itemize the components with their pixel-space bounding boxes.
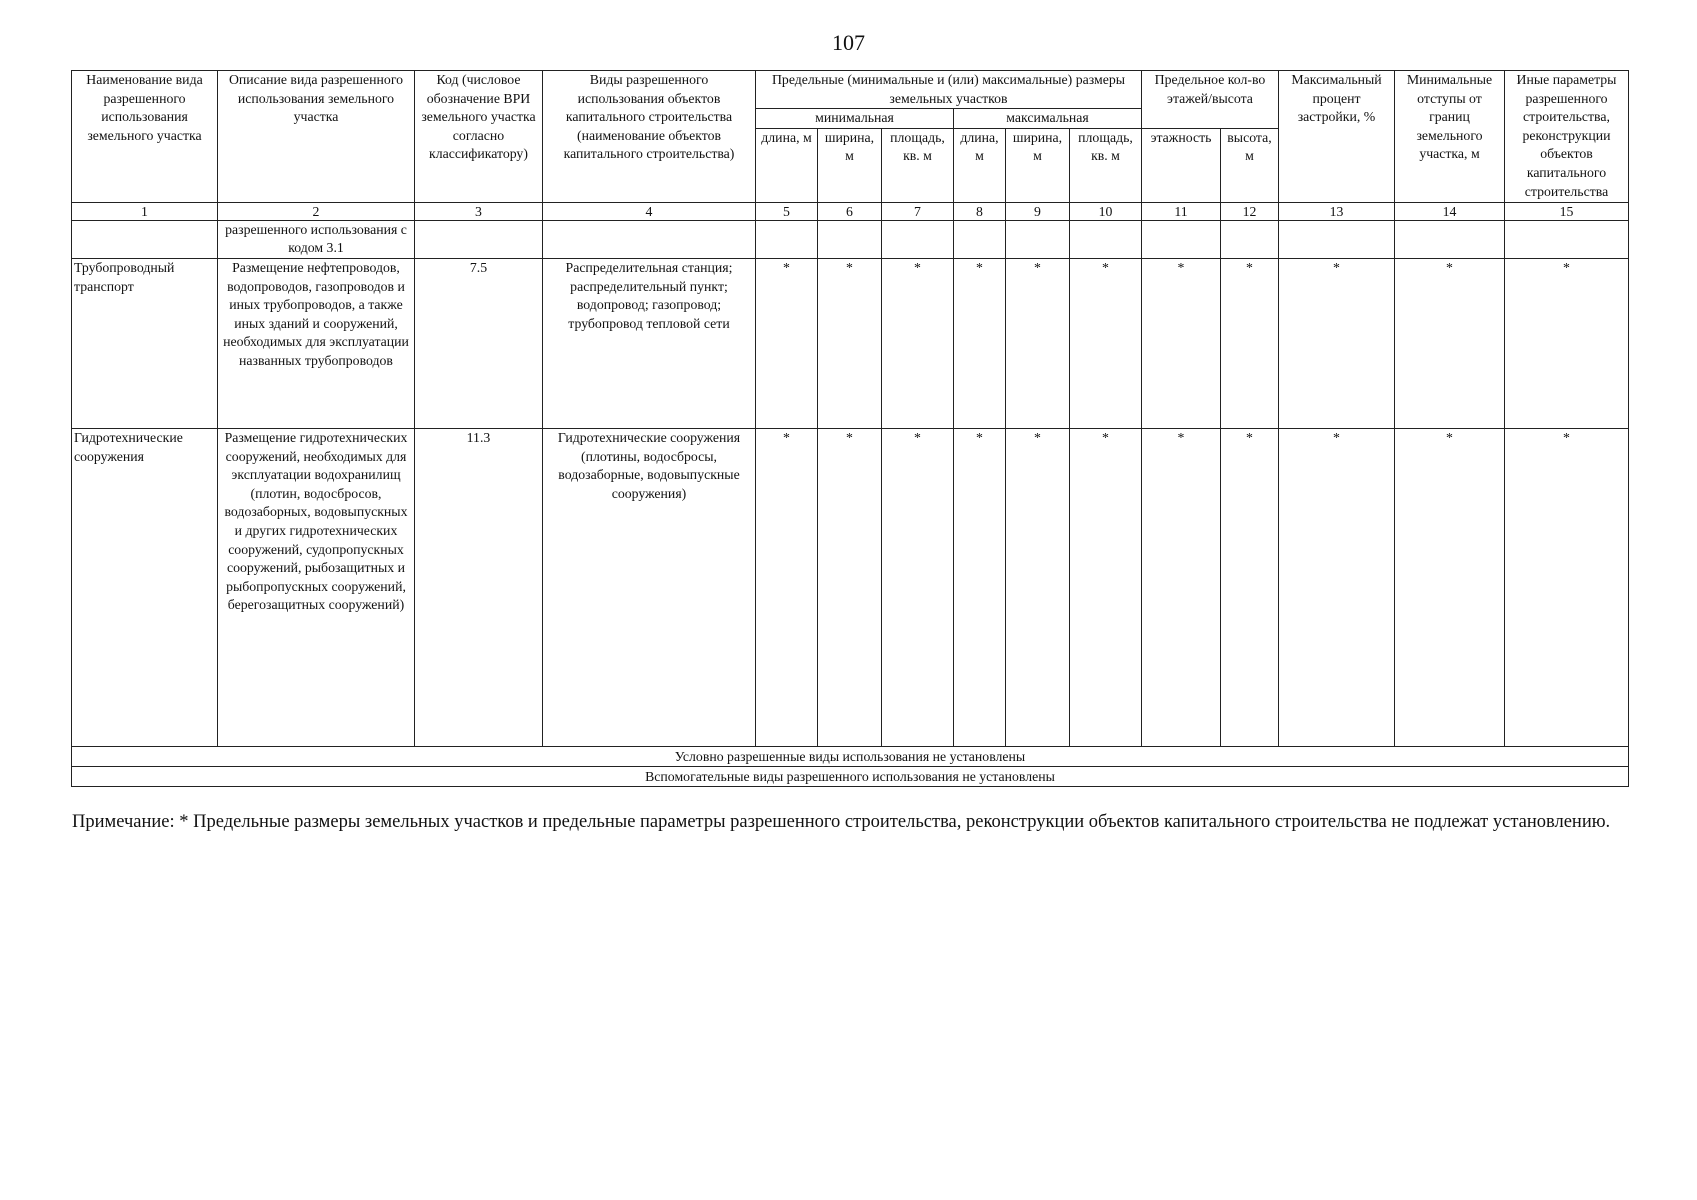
column-number: 6 bbox=[818, 202, 882, 220]
header-col-3: Код (числовое обозначение ВРИ земельного участка согласно классификатору) bbox=[415, 71, 543, 203]
header-col-8: длина, м bbox=[954, 128, 1006, 202]
header-col-13: Максимальный процент застройки, % bbox=[1279, 71, 1395, 203]
footnote: Примечание: * Предельные размеры земельных участков и предельные параметры разрешенного строительства, реконструкции объектов капитального строительства не подлежат установлению. bbox=[72, 812, 1611, 832]
conditional-uses: Условно разрешенные виды использования не установлены bbox=[72, 746, 1629, 766]
table-row bbox=[72, 428, 1629, 746]
param-cell: * bbox=[756, 258, 818, 428]
table-row bbox=[72, 258, 1629, 428]
use-name: Трубопроводный транспорт bbox=[72, 258, 218, 428]
conditional-uses-row bbox=[72, 746, 1629, 766]
header-col-9: ширина, м bbox=[1006, 128, 1070, 202]
column-number: 13 bbox=[1279, 202, 1395, 220]
header-col-10: площадь, кв. м bbox=[1070, 128, 1142, 202]
column-number: 7 bbox=[882, 202, 954, 220]
header-col-6: ширина, м bbox=[818, 128, 882, 202]
param-cell: * bbox=[1006, 258, 1070, 428]
column-number: 15 bbox=[1505, 202, 1629, 220]
param-cell: * bbox=[1070, 428, 1142, 746]
column-number: 4 bbox=[543, 202, 756, 220]
use-objects: Распределительная станция; распределительный пункт; водопровод; газопровод; трубопровод тепловой сети bbox=[543, 258, 756, 428]
use-description: Размещение гидротехнических сооружений, необходимых для эксплуатации водохранилищ (плотин, водосбросов, водозаборных, водовыпускных и других гидротехнических сооружений, судопропускных сооружений, рыбозащитных и рыбопропускных сооружений, берегозащитных сооружений) bbox=[218, 428, 415, 746]
param-cell: * bbox=[1279, 258, 1395, 428]
param-cell: * bbox=[1279, 428, 1395, 746]
column-number: 3 bbox=[415, 202, 543, 220]
param-cell: * bbox=[818, 428, 882, 746]
param-cell: * bbox=[1142, 428, 1221, 746]
continuation-row bbox=[72, 220, 1629, 258]
param-cell: * bbox=[1070, 258, 1142, 428]
param-cell: * bbox=[1221, 428, 1279, 746]
header-col-1: Наименование вида разрешенного использования земельного участка bbox=[72, 71, 218, 203]
continuation-description: разрешенного использования с кодом 3.1 bbox=[218, 220, 415, 258]
header-row-1 bbox=[72, 71, 1629, 109]
header-col-15: Иные параметры разрешенного строительства, реконструкции объектов капитального строительства bbox=[1505, 71, 1629, 203]
column-number: 14 bbox=[1395, 202, 1505, 220]
header-col-11: этажность bbox=[1142, 128, 1221, 202]
use-code: 11.3 bbox=[415, 428, 543, 746]
param-cell: * bbox=[1221, 258, 1279, 428]
page-number: 107 bbox=[832, 30, 865, 55]
column-number: 5 bbox=[756, 202, 818, 220]
header-col-2: Описание вида разрешенного использования земельного участка bbox=[218, 71, 415, 203]
use-code: 7.5 bbox=[415, 258, 543, 428]
column-number: 10 bbox=[1070, 202, 1142, 220]
column-number: 9 bbox=[1006, 202, 1070, 220]
column-number: 8 bbox=[954, 202, 1006, 220]
param-cell: * bbox=[954, 258, 1006, 428]
param-cell: * bbox=[1142, 258, 1221, 428]
param-cell: * bbox=[882, 258, 954, 428]
use-objects: Гидротехнические сооружения (плотины, водосбросы, водозаборные, водовыпускные сооружения) bbox=[543, 428, 756, 746]
column-number: 2 bbox=[218, 202, 415, 220]
use-name: Гидротехнические сооружения bbox=[72, 428, 218, 746]
auxiliary-uses: Вспомогательные виды разрешенного использования не установлены bbox=[72, 766, 1629, 786]
header-max: максимальная bbox=[954, 109, 1142, 129]
header-col-5: длина, м bbox=[756, 128, 818, 202]
param-cell: * bbox=[882, 428, 954, 746]
auxiliary-uses-row bbox=[72, 766, 1629, 786]
param-cell: * bbox=[1395, 258, 1505, 428]
param-cell: * bbox=[954, 428, 1006, 746]
param-cell: * bbox=[818, 258, 882, 428]
param-cell: * bbox=[1505, 258, 1629, 428]
param-cell: * bbox=[1505, 428, 1629, 746]
header-col-4: Виды разрешенного использования объектов капитального строительства (наименование объектов капитального строительства) bbox=[543, 71, 756, 203]
header-group-sizes: Предельные (минимальные и (или) максимальные) размеры земельных участков bbox=[756, 71, 1142, 109]
header-col-7: площадь, кв. м bbox=[882, 128, 954, 202]
header-min: минимальная bbox=[756, 109, 954, 129]
column-number: 1 bbox=[72, 202, 218, 220]
column-number: 11 bbox=[1142, 202, 1221, 220]
column-number: 12 bbox=[1221, 202, 1279, 220]
param-cell: * bbox=[1395, 428, 1505, 746]
header-group-floors: Предельное кол-во этажей/высота bbox=[1142, 71, 1279, 129]
land-use-table bbox=[71, 70, 1629, 787]
header-col-14: Минимальные отступы от границ земельного участка, м bbox=[1395, 71, 1505, 203]
header-col-12: высота, м bbox=[1221, 128, 1279, 202]
use-description: Размещение нефтепроводов, водопроводов, газопроводов и иных трубопроводов, а также иных зданий и сооружений, необходимых для эксплуатации названных трубопроводов bbox=[218, 258, 415, 428]
param-cell: * bbox=[756, 428, 818, 746]
param-cell: * bbox=[1006, 428, 1070, 746]
column-numbers-row bbox=[72, 202, 1629, 220]
